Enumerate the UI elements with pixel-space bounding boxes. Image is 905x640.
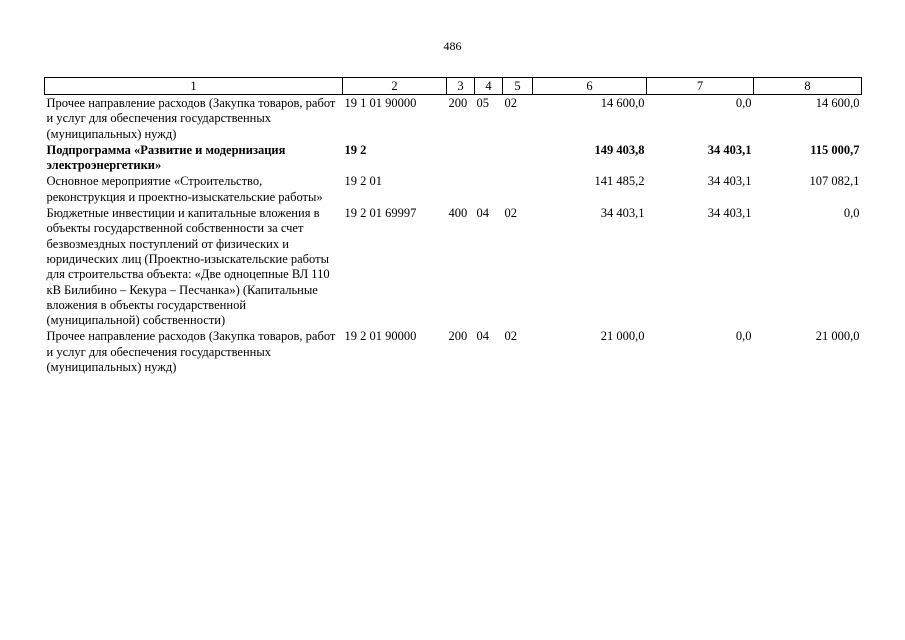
page-number: 486 <box>443 39 462 53</box>
row-value-7: 0,0 <box>735 96 752 110</box>
column-header-4: 4 <box>475 78 503 95</box>
row-target-article: 19 1 01 90000 <box>344 96 417 110</box>
row-section: 04 <box>476 206 489 221</box>
row-section <box>475 142 503 174</box>
row-value-8: 115 000,7 <box>810 142 860 157</box>
row-subsection <box>503 142 533 174</box>
row-value-7: 34 403,1 <box>707 206 752 221</box>
row-value-6: 141 485,2 <box>594 174 645 189</box>
row-target-article: 19 2 01 <box>344 174 382 189</box>
row-subsection: 02 <box>504 329 517 344</box>
row-section <box>475 173 503 205</box>
row-value-6: 14 600,0 <box>600 96 645 110</box>
table-row <box>45 328 862 375</box>
row-subsection: 02 <box>504 206 517 221</box>
column-header-6: 6 <box>533 78 647 95</box>
column-header-8: 8 <box>754 78 862 95</box>
row-section: 04 <box>476 329 489 344</box>
row-expense-type: 200 <box>448 329 468 344</box>
column-header-2: 2 <box>343 78 447 95</box>
row-name: Прочее направление расходов (Закупка товаров, работ и услуг для обеспечения государственных (муниципальных) нужд) <box>46 96 336 141</box>
row-subsection: 02 <box>504 96 517 110</box>
row-name: Прочее направление расходов (Закупка товаров, работ и услуг для обеспечения государственных (муниципальных) нужд) <box>46 329 336 375</box>
row-value-8: 0,0 <box>843 206 860 221</box>
table-row <box>45 205 862 328</box>
column-header-7: 7 <box>647 78 754 95</box>
table-body <box>45 95 862 376</box>
row-target-article: 19 2 01 90000 <box>344 329 417 344</box>
row-expense-type: 400 <box>448 206 468 221</box>
row-value-7: 34 403,1 <box>707 142 752 157</box>
row-value-6: 21 000,0 <box>600 329 645 344</box>
table-row <box>45 173 862 205</box>
table-row <box>45 95 862 142</box>
table-header <box>45 78 862 95</box>
header-row <box>45 78 862 95</box>
column-header-5: 5 <box>503 78 533 95</box>
row-name: Подпрограмма «Развитие и модернизация электроэнергетики» <box>46 142 286 173</box>
budget-table <box>44 77 862 375</box>
row-name: Бюджетные инвестиции и капитальные вложения в объекты государственной собственности за счет безвозмездных поступлений от физических и юридических лиц (Проектно-изыскательские работы для строительства объекта: «Две одноцепные ВЛ 110 кВ Билибино – Кекура – Песчанка») (Капитальные вложения в объекты государственной (муниципальной) собственности) <box>46 206 330 328</box>
row-value-7: 34 403,1 <box>707 174 752 189</box>
row-value-8: 107 082,1 <box>809 174 860 189</box>
row-value-7: 0,0 <box>735 329 752 344</box>
row-target-article: 19 2 <box>344 142 367 157</box>
row-name: Основное мероприятие «Строительство, реконструкция и проектно-изыскательские работы» <box>46 174 323 204</box>
row-subsection <box>503 173 533 205</box>
column-header-1: 1 <box>45 78 343 95</box>
row-value-6: 34 403,1 <box>600 206 645 221</box>
row-expense-type: 200 <box>448 96 468 110</box>
row-value-6: 149 403,8 <box>594 142 645 157</box>
row-value-8: 14 600,0 <box>815 96 860 110</box>
row-section: 05 <box>476 96 489 110</box>
row-value-8: 21 000,0 <box>815 329 860 344</box>
table-row-subprogram <box>45 142 862 174</box>
row-target-article: 19 2 01 69997 <box>344 206 417 221</box>
column-header-3: 3 <box>447 78 475 95</box>
row-expense-type <box>447 142 475 174</box>
row-expense-type <box>447 173 475 205</box>
